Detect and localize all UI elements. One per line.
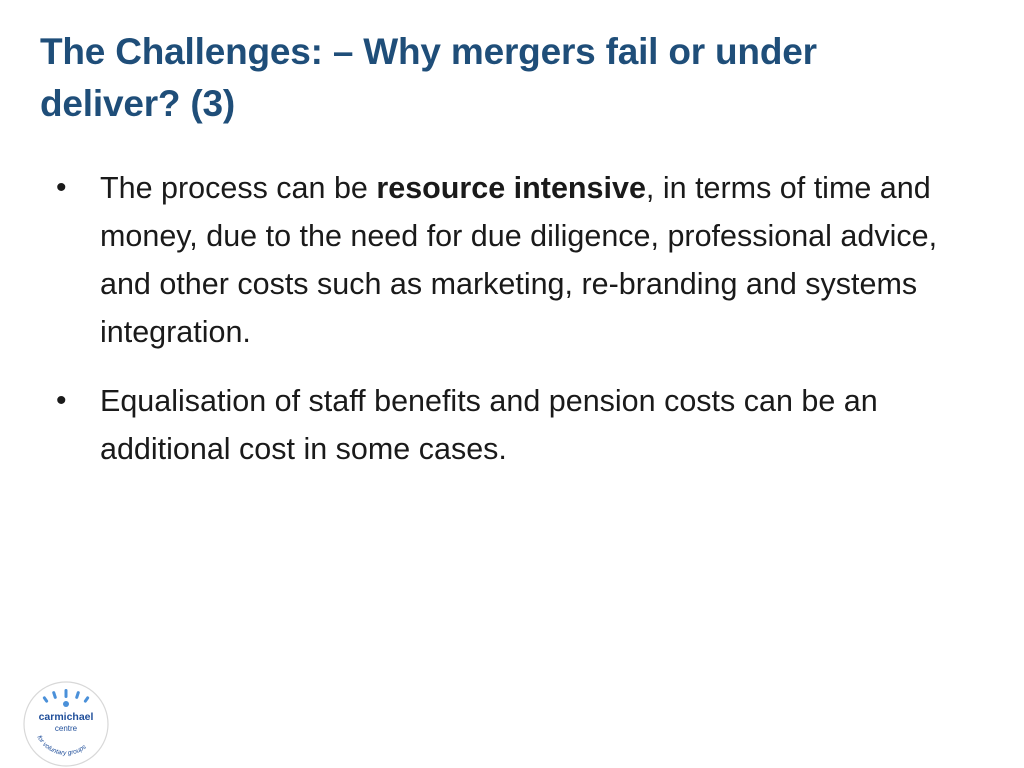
slide-title: The Challenges: – Why mergers fail or under deliver? (3) [40,31,817,124]
bullet-list [56,164,956,494]
logo-tagline: for voluntary groups [35,734,88,757]
bullet-text-before: The process can be [100,171,377,205]
bullet-marker: • [56,384,67,417]
bullet-text-after: , in terms of time and money, due to the need for due diligence, professional advice, and other costs such as marketing, re-branding and systems integration. [100,171,938,349]
bullet-marker: • [56,171,67,204]
bullet-text: Equalisation of staff benefits and pension costs can be an additional cost in some cases. [100,384,878,466]
bullet-item [56,164,956,356]
bullet-item [56,377,956,473]
logo-name-line2: centre [54,724,78,733]
logo-name-line1: carmichael [38,711,94,723]
carmichael-centre-logo-icon [22,680,110,768]
bullet-text-bold: resource intensive [376,171,646,205]
